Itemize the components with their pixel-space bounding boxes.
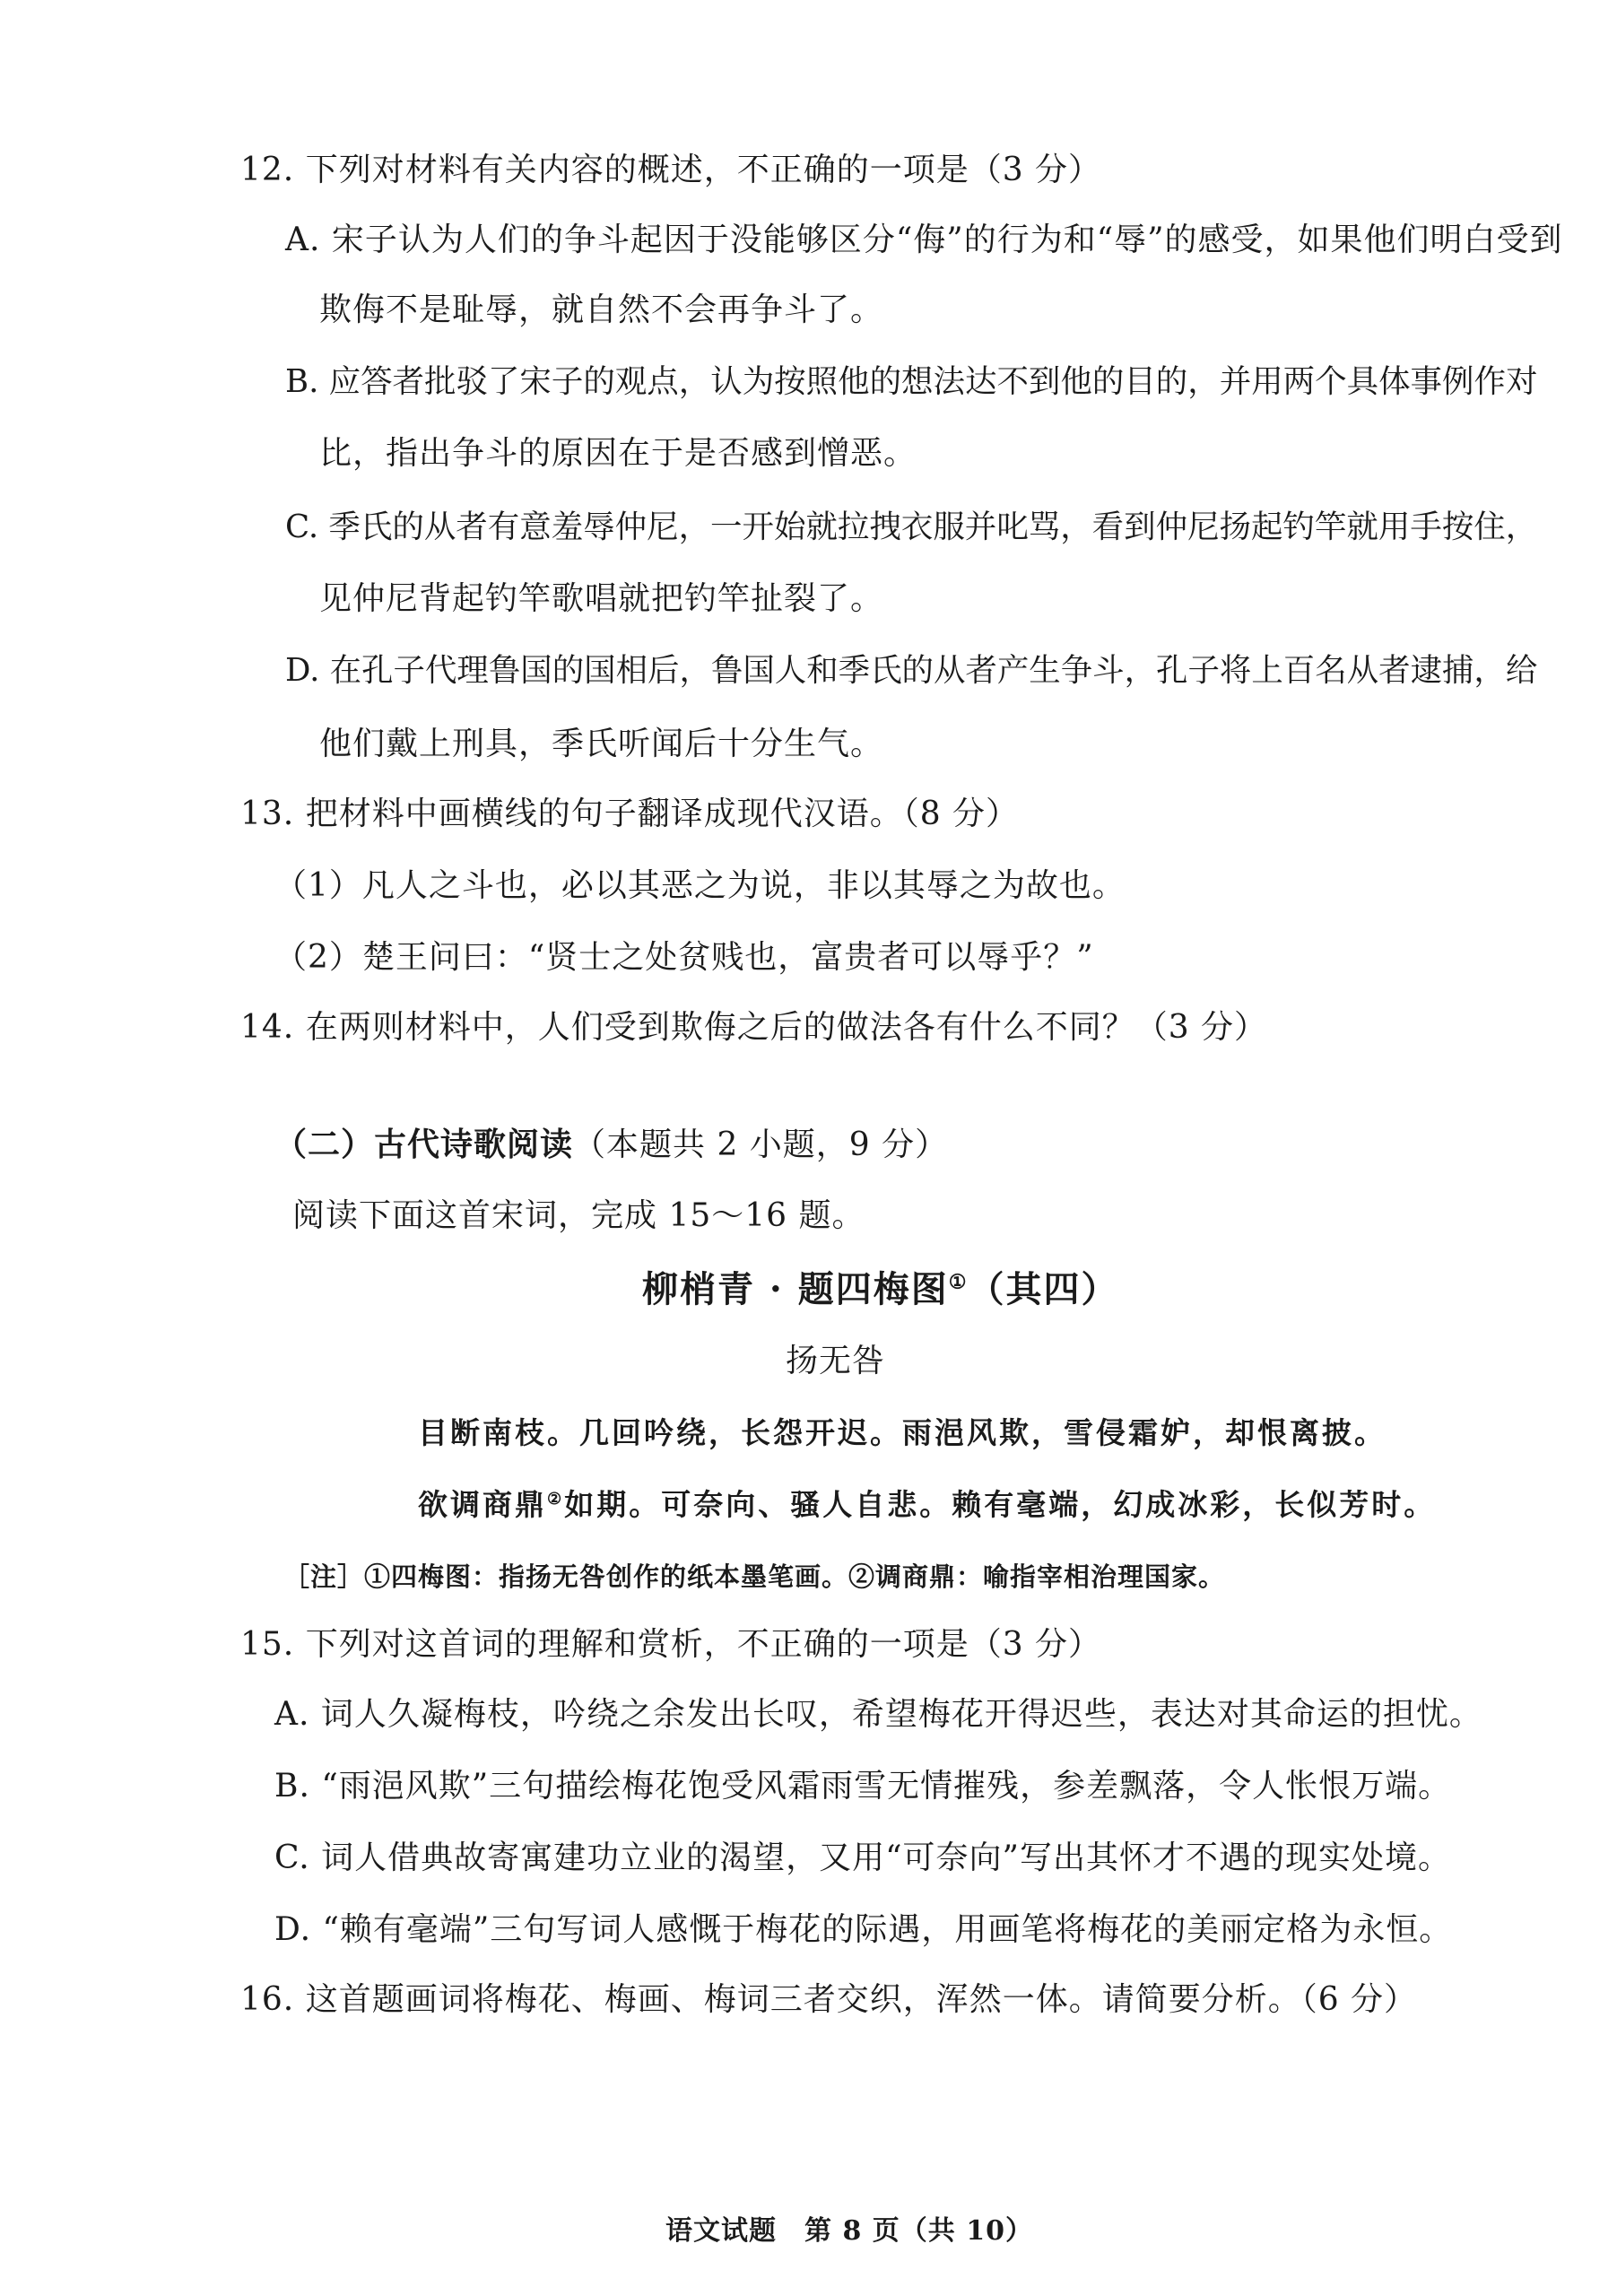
question-15-option-d: D. “赖有毫端”三句写词人感慨于梅花的际遇，用画笔将梅花的美丽定格为永恒。	[274, 1911, 1453, 1948]
poem-author: 扬无咎	[786, 1343, 886, 1379]
question-13-stem: 13. 把材料中画横线的句子翻译成现代汉语。（8 分）	[240, 796, 1020, 832]
poem-title-main: 柳梢青 · 题四梅图	[642, 1268, 949, 1310]
section-heading-tail: （本题共 2 小题，9 分）	[573, 1126, 949, 1163]
poem-title	[642, 1270, 1119, 1309]
question-12-option-c-line2: 见仲尼背起钓竿歌唱就把钓竿扯裂了。	[319, 580, 884, 617]
question-12-option-c-line1: C. 季氏的从者有意羞辱仲尼，一开始就拉拽衣服并叱骂，看到仲尼扬起钓竿就用手按住，	[285, 509, 1538, 545]
poem-line-1: 目断南枝。几回吟绕，长怨开迟。雨浥风欺，雪侵霜妒，却恨离披。	[418, 1415, 1387, 1450]
question-13-sentence-2: （2）楚王问曰：“贤士之处贫贱也，富贵者可以辱乎？”	[274, 939, 1094, 976]
question-12-option-a-line2: 欺侮不是耻辱，就自然不会再争斗了。	[319, 291, 884, 328]
section-heading-label: （二）古代诗歌阅读	[274, 1126, 574, 1163]
poem-title-note-mark: ①	[948, 1270, 969, 1294]
question-16-stem: 16. 这首题画词将梅花、梅画、梅词三者交织，浑然一体。请简要分析。（6 分）	[240, 1981, 1418, 2018]
question-12-option-d-line2: 他们戴上刑具，季氏听闻后十分生气。	[319, 726, 884, 762]
question-12-option-b-line2: 比，指出争斗的原因在于是否感到憎恶。	[319, 435, 917, 472]
poem-note: ［注］①四梅图：指扬无咎创作的纸本墨笔画。②调商鼎：喻指宰相治理国家。	[283, 1561, 1226, 1592]
poem-line-2-part-a: 欲调商鼎	[418, 1487, 547, 1522]
poem-title-tail: （其四）	[968, 1268, 1119, 1310]
question-15-stem: 15. 下列对这首词的理解和赏析，不正确的一项是（3 分）	[240, 1626, 1102, 1663]
question-15-option-b: B. “雨浥风欺”三句描绘梅花饱受风霜雨雪无情摧残，参差飘落，令人怅恨万端。	[274, 1768, 1452, 1805]
question-12-option-d-line1: D. 在孔子代理鲁国的国相后，鲁国人和季氏的从者产生争斗，孔子将上百名从者逮捕，给	[285, 652, 1538, 689]
question-14-stem: 14. 在两则材料中，人们受到欺侮之后的做法各有什么不同？（3 分）	[240, 1009, 1268, 1046]
question-13-sentence-1: （1）凡人之斗也，必以其恶之为说，非以其辱之为故也。	[274, 867, 1126, 904]
section-heading	[274, 1125, 948, 1165]
question-15-option-c: C. 词人借典故寄寓建功立业的渴望，又用“可奈向”写出其怀才不遇的现实处境。	[274, 1839, 1451, 1876]
poem-line-2	[418, 1485, 1436, 1525]
page-footer: 语文试题 第 8 页（共 10）	[665, 2215, 1033, 2247]
poem-line-2-part-b: 如期。可奈向、骚人自悲。赖有毫端，幻成冰彩，长似芳时。	[564, 1487, 1437, 1522]
question-12-option-a-line1: A. 宋子认为人们的争斗起因于没能够区分“侮”的行为和“辱”的感受，如果他们明白受到	[285, 222, 1563, 258]
question-15-option-a: A. 词人久凝梅枝，吟绕之余发出长叹，希望梅花开得迟些，表达对其命运的担忧。	[274, 1696, 1482, 1733]
section-instruction: 阅读下面这首宋词，完成 15～16 题。	[292, 1197, 865, 1234]
question-12-option-b-line1: B. 应答者批驳了宋子的观点，认为按照他的想法达不到他的目的，并用两个具体事例作对	[285, 363, 1538, 400]
question-12-stem: 12. 下列对材料有关内容的概述，不正确的一项是（3 分）	[240, 152, 1102, 188]
poem-line-2-note-mark: ②	[547, 1490, 565, 1509]
